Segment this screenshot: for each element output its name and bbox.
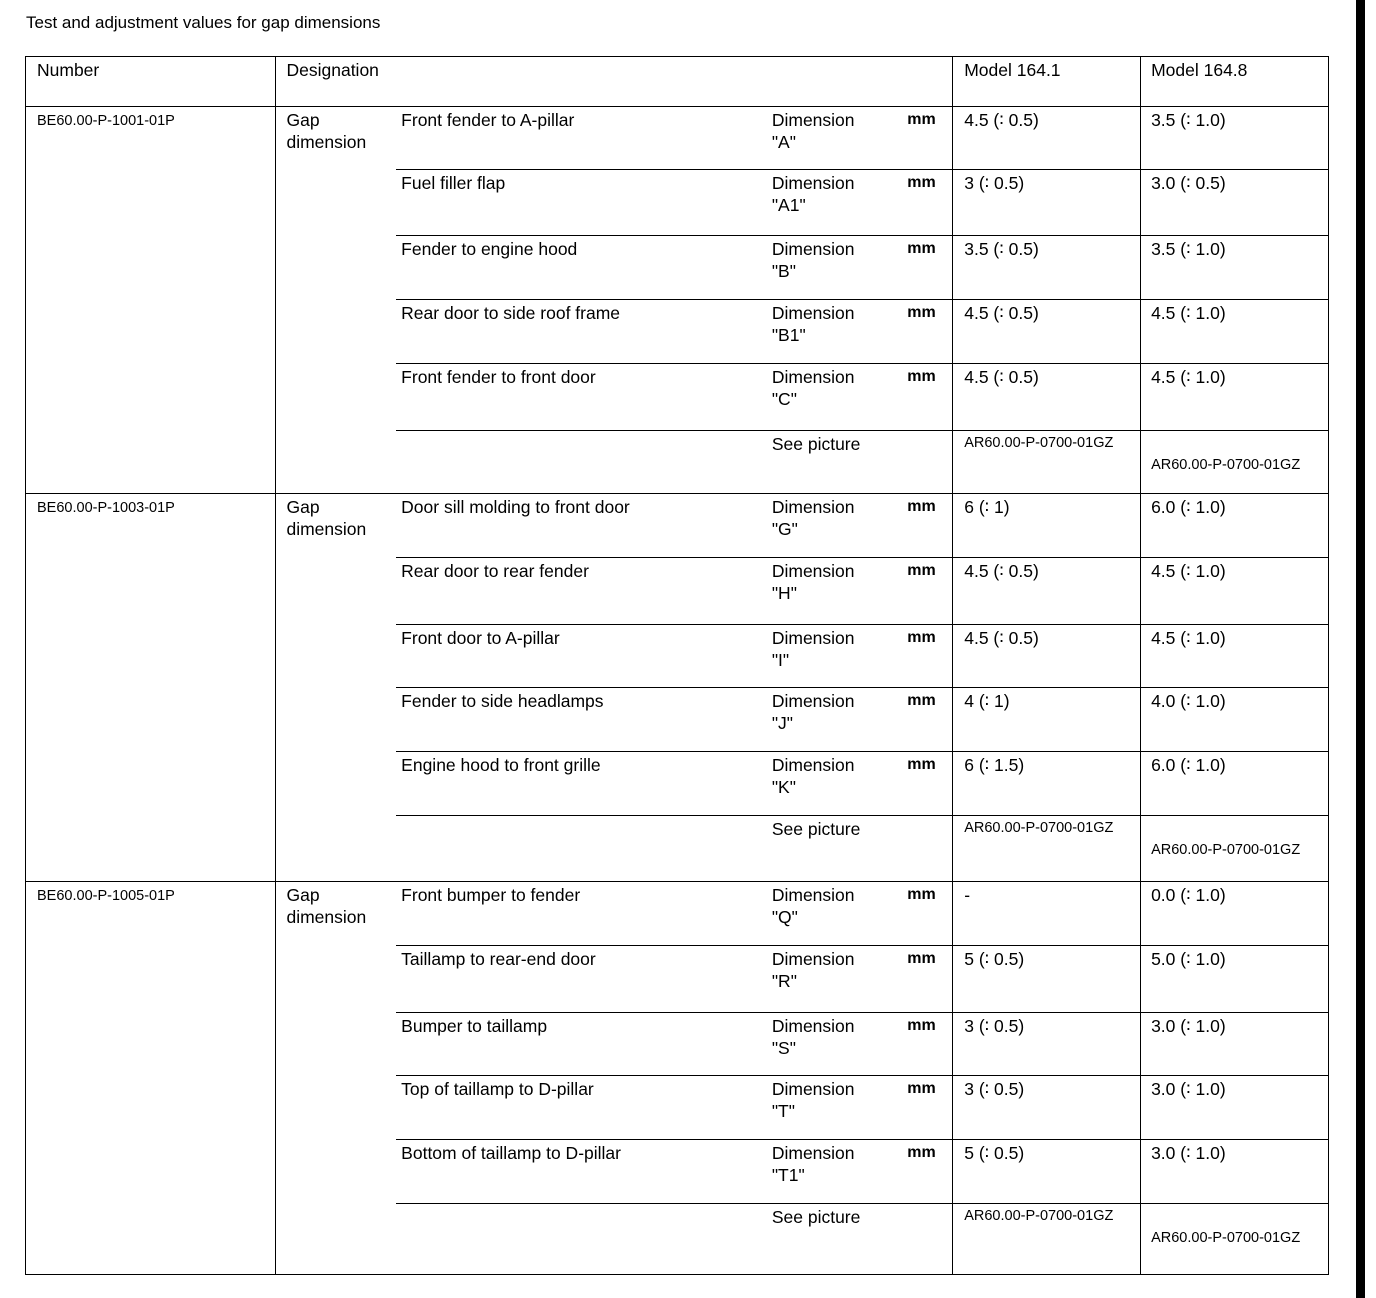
header-model-164-1: Model 164.1: [953, 57, 1141, 107]
dimension-code: "J": [771, 713, 794, 733]
unit-label: mm: [907, 625, 952, 688]
unit-label: mm: [907, 752, 952, 816]
unit-label: mm: [907, 558, 952, 625]
dimension-label: [767, 752, 907, 816]
item-label: Engine hood to front grille: [396, 752, 767, 816]
unit-label: mm: [907, 170, 952, 236]
header-designation: Designation: [276, 57, 953, 107]
model-164-1-value: 4.5 (∶ 0.5): [953, 107, 1141, 170]
dimension-code: "B": [771, 261, 796, 281]
see-picture-label: See picture: [767, 1204, 953, 1275]
dimension-label: [767, 364, 907, 431]
picture-ref-model-164-1: AR60.00-P-0700-01GZ: [953, 431, 1141, 494]
dimension-label: [767, 494, 907, 558]
category-line-1: Gap: [286, 110, 320, 130]
dimension-code: "B1": [771, 325, 806, 345]
unit-label: mm: [907, 494, 952, 558]
dimension-word: Dimension: [771, 239, 855, 259]
dimension-label: [767, 625, 907, 688]
model-164-8-value: 4.0 (∶ 1.0): [1141, 688, 1329, 752]
item-label: Rear door to side roof frame: [396, 300, 767, 364]
dimension-code: "A": [771, 132, 796, 152]
dimension-label: [767, 236, 907, 300]
group-category: [276, 107, 396, 494]
dimension-label: [767, 300, 907, 364]
item-label: Fender to engine hood: [396, 236, 767, 300]
dimension-code: "Q": [771, 907, 798, 927]
dimension-label: [767, 107, 907, 170]
dimension-word: Dimension: [771, 691, 855, 711]
model-164-1-value: 5 (∶ 0.5): [953, 946, 1141, 1013]
category-line-2: dimension: [286, 132, 367, 152]
page-edge-bar: [1356, 0, 1365, 1298]
dimension-word: Dimension: [771, 303, 855, 323]
model-164-8-value: 3.0 (∶ 1.0): [1141, 1013, 1329, 1076]
model-164-8-value: 6.0 (∶ 1.0): [1141, 752, 1329, 816]
unit-label: mm: [907, 1013, 952, 1076]
header-model-164-8: Model 164.8: [1141, 57, 1329, 107]
header-row: [26, 57, 1329, 107]
unit-label: mm: [907, 107, 952, 170]
dimension-code: "G": [771, 519, 798, 539]
item-label: Fuel filler flap: [396, 170, 767, 236]
unit-label: mm: [907, 300, 952, 364]
model-164-1-value: 4.5 (∶ 0.5): [953, 300, 1141, 364]
model-164-8-value: 3.0 (∶ 1.0): [1141, 1140, 1329, 1204]
model-164-8-value: 3.5 (∶ 1.0): [1141, 236, 1329, 300]
unit-label: mm: [907, 882, 952, 946]
group-number: BE60.00-P-1001-01P: [26, 107, 276, 494]
picture-ref-text: AR60.00-P-0700-01GZ: [1151, 1230, 1301, 1246]
dimension-label: [767, 1013, 907, 1076]
dimension-label: [767, 946, 907, 1013]
page-title: Test and adjustment values for gap dimensions: [26, 13, 381, 32]
model-164-8-value: 4.5 (∶ 1.0): [1141, 364, 1329, 431]
header-number: Number: [26, 57, 276, 107]
dimension-word: Dimension: [771, 173, 855, 193]
item-label: Bottom of taillamp to D-pillar: [396, 1140, 767, 1204]
dimension-code: "A1": [771, 195, 806, 215]
item-label: Front fender to A-pillar: [396, 107, 767, 170]
dimension-code: "S": [771, 1038, 796, 1058]
unit-label: mm: [907, 688, 952, 752]
model-164-8-value: 4.5 (∶ 1.0): [1141, 300, 1329, 364]
dimension-label: [767, 1076, 907, 1140]
picture-ref-model-164-8: [1141, 431, 1329, 494]
item-label: Door sill molding to front door: [396, 494, 767, 558]
model-164-1-value: 3.5 (∶ 0.5): [953, 236, 1141, 300]
category-line-1: Gap: [286, 885, 320, 905]
table-row: [26, 882, 1329, 946]
picture-ref-model-164-8: [1141, 1204, 1329, 1275]
dimension-code: "R": [771, 971, 797, 991]
item-label: Front bumper to fender: [396, 882, 767, 946]
model-164-8-value: 5.0 (∶ 1.0): [1141, 946, 1329, 1013]
model-164-1-value: 4.5 (∶ 0.5): [953, 558, 1141, 625]
model-164-8-value: 3.0 (∶ 0.5): [1141, 170, 1329, 236]
model-164-8-value: 4.5 (∶ 1.0): [1141, 625, 1329, 688]
model-164-1-value: 6 (∶ 1.5): [953, 752, 1141, 816]
table-row: [26, 107, 1329, 170]
dimension-word: Dimension: [771, 1016, 855, 1036]
model-164-1-value: 5 (∶ 0.5): [953, 1140, 1141, 1204]
unit-label: mm: [907, 236, 952, 300]
group-category: [276, 494, 396, 882]
item-label: Rear door to rear fender: [396, 558, 767, 625]
see-picture-label: See picture: [767, 816, 953, 882]
group-number: BE60.00-P-1003-01P: [26, 494, 276, 882]
item-label: Fender to side headlamps: [396, 688, 767, 752]
dimension-code: "C": [771, 389, 797, 409]
unit-label: mm: [907, 946, 952, 1013]
dimension-label: [767, 882, 907, 946]
picture-spacer: [396, 431, 767, 494]
model-164-1-value: 3 (∶ 0.5): [953, 1013, 1141, 1076]
model-164-8-value: 3.5 (∶ 1.0): [1141, 107, 1329, 170]
item-label: Front fender to front door: [396, 364, 767, 431]
model-164-1-value: 3 (∶ 0.5): [953, 1076, 1141, 1140]
dimension-code: "I": [771, 650, 790, 670]
picture-spacer: [396, 1204, 767, 1275]
item-label: Taillamp to rear-end door: [396, 946, 767, 1013]
dimension-word: Dimension: [771, 628, 855, 648]
dimension-code: "K": [771, 777, 796, 797]
model-164-8-value: 6.0 (∶ 1.0): [1141, 494, 1329, 558]
unit-label: mm: [907, 1076, 952, 1140]
dimension-code: "T": [771, 1101, 795, 1121]
dimension-label: [767, 1140, 907, 1204]
dimension-word: Dimension: [771, 755, 855, 775]
dimension-label: [767, 688, 907, 752]
model-164-8-value: 4.5 (∶ 1.0): [1141, 558, 1329, 625]
picture-spacer: [396, 816, 767, 882]
model-164-1-value: -: [953, 882, 1141, 946]
item-label: Bumper to taillamp: [396, 1013, 767, 1076]
model-164-1-value: 3 (∶ 0.5): [953, 170, 1141, 236]
unit-label: mm: [907, 364, 952, 431]
dimension-word: Dimension: [771, 110, 855, 130]
dimension-code: "H": [771, 583, 797, 603]
group-number: BE60.00-P-1005-01P: [26, 882, 276, 1275]
category-line-2: dimension: [286, 907, 367, 927]
model-164-1-value: 4 (∶ 1): [953, 688, 1141, 752]
dimension-word: Dimension: [771, 885, 855, 905]
category-line-2: dimension: [286, 519, 367, 539]
picture-ref-text: AR60.00-P-0700-01GZ: [1151, 842, 1301, 858]
dimension-word: Dimension: [771, 497, 855, 517]
picture-ref-model-164-1: AR60.00-P-0700-01GZ: [953, 816, 1141, 882]
model-164-8-value: 0.0 (∶ 1.0): [1141, 882, 1329, 946]
dimension-word: Dimension: [771, 949, 855, 969]
model-164-1-value: 4.5 (∶ 0.5): [953, 625, 1141, 688]
unit-label: mm: [907, 1140, 952, 1204]
dimension-label: [767, 170, 907, 236]
see-picture-label: See picture: [767, 431, 953, 494]
dimension-code: "T1": [771, 1165, 805, 1185]
model-164-1-value: 4.5 (∶ 0.5): [953, 364, 1141, 431]
dimension-label: [767, 558, 907, 625]
gap-dimensions-table: [25, 56, 1329, 1275]
category-line-1: Gap: [286, 497, 320, 517]
item-label: Front door to A-pillar: [396, 625, 767, 688]
table-row: [26, 494, 1329, 558]
picture-ref-model-164-8: [1141, 816, 1329, 882]
picture-ref-text: AR60.00-P-0700-01GZ: [1151, 457, 1301, 473]
item-label: Top of taillamp to D-pillar: [396, 1076, 767, 1140]
group-category: [276, 882, 396, 1275]
model-164-8-value: 3.0 (∶ 1.0): [1141, 1076, 1329, 1140]
dimension-word: Dimension: [771, 367, 855, 387]
dimension-word: Dimension: [771, 1143, 855, 1163]
picture-ref-model-164-1: AR60.00-P-0700-01GZ: [953, 1204, 1141, 1275]
dimension-word: Dimension: [771, 561, 855, 581]
model-164-1-value: 6 (∶ 1): [953, 494, 1141, 558]
dimension-word: Dimension: [771, 1079, 855, 1099]
